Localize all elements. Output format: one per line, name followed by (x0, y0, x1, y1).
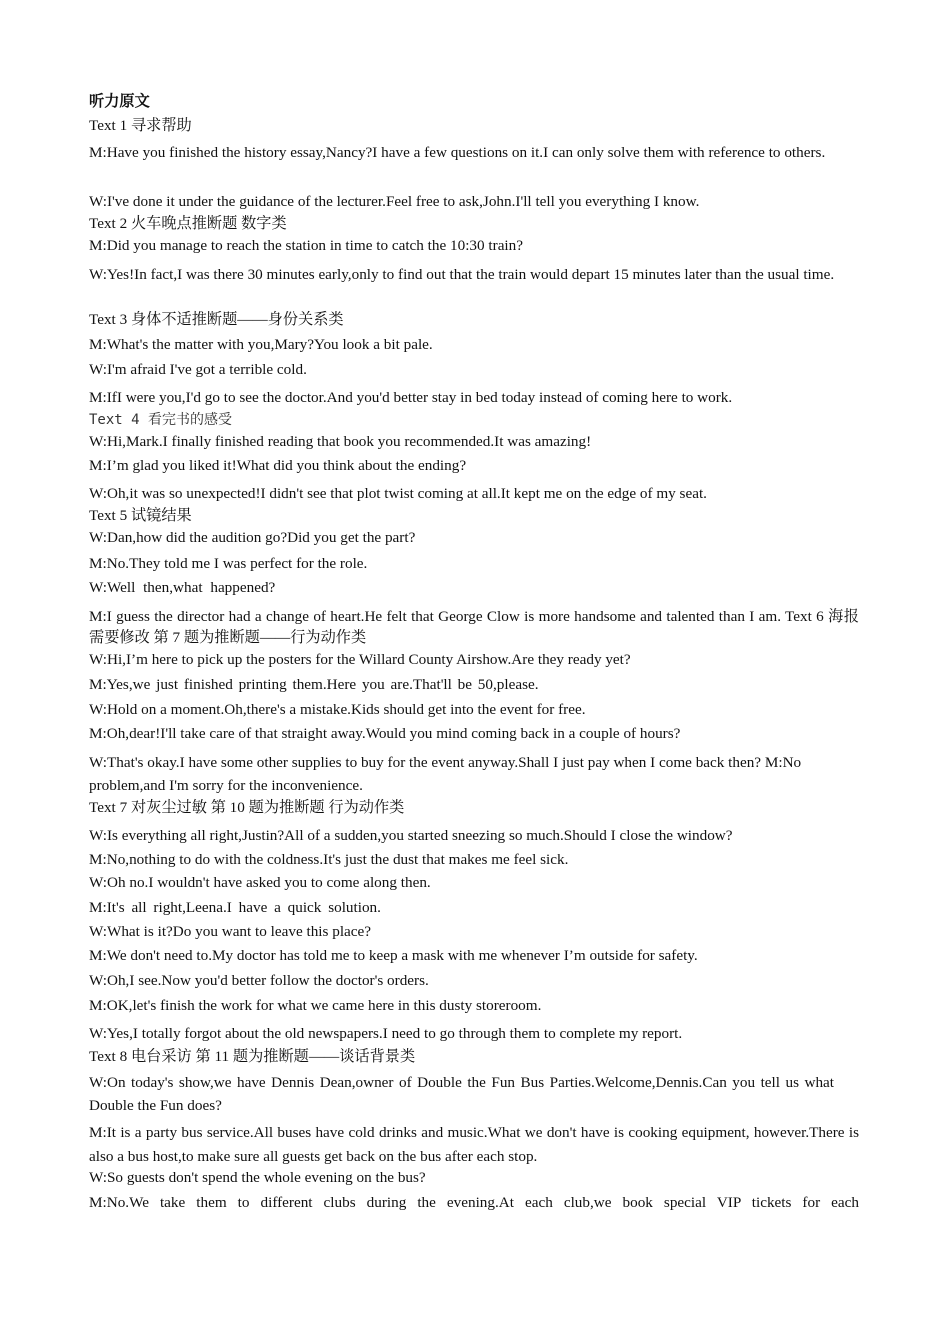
dialogue-line: M:Have you finished the history essay,Nancy?I have a few questions on it.I can only solve them with reference to others. (89, 144, 826, 161)
dialogue-line: W:Oh no.I wouldn't have asked you to come along then. (89, 874, 431, 891)
section-heading-text-5: Text 5 试镜结果 (89, 507, 192, 524)
dialogue-line: M:We don't need to.My doctor has told me to keep a mask with me whenever I’m outside for safety. (89, 947, 698, 964)
dialogue-line: M:IfI were you,I'd go to see the doctor.And you'd better stay in bed today instead of coming here to work. (89, 389, 733, 406)
section-heading-text-2: Text 2 火车晚点推断题 数字类 (89, 215, 287, 232)
dialogue-line: W:Oh,I see.Now you'd better follow the doctor's orders. (89, 972, 429, 989)
dialogue-line: M:Oh,dear!I'll take care of that straight away.Would you mind coming back in a couple of hours? (89, 725, 681, 742)
dialogue-line: W:Well then,what happened? (89, 579, 276, 596)
section-heading-text-4: Text 4 看完书的感受 (89, 412, 233, 428)
dialogue-line: W:Hi,Mark.I finally finished reading that book you recommended.It was amazing! (89, 433, 592, 450)
section-heading-text-8: Text 8 电台采访 第 11 题为推断题——谈话背景类 (89, 1048, 416, 1065)
dialogue-line: M:OK,let's finish the work for what we came here in this dusty storeroom. (89, 997, 542, 1014)
dialogue-line: W:Oh,it was so unexpected!I didn't see that plot twist coming at all.It kept me on the edge of my seat. (89, 485, 707, 502)
dialogue-line-with-text-6-heading: M:I guess the director had a change of heart.He felt that George Clow is more handsome and talented than I am. Text 6 海报需要修改 第 7 题为推断题——行为动作类 (89, 608, 859, 646)
dialogue-line: M:No.They told me I was perfect for the role. (89, 555, 368, 572)
dialogue-line: W:So guests don't spend the whole evening on the bus? (89, 1169, 426, 1186)
dialogue-line: W:Yes!In fact,I was there 30 minutes early,only to find out that the train would depart 15 minutes later than the usual time. (89, 266, 835, 283)
section-heading-text-1: Text 1 寻求帮助 (89, 117, 192, 134)
section-heading-text-7: Text 7 对灰尘过敏 第 10 题为推断题 行为动作类 (89, 799, 405, 816)
document-title: 听力原文 (89, 93, 150, 110)
dialogue-line: W:That's okay.I have some other supplies to buy for the event anyway.Shall I just pay when I come back then? M:No problem,and I'm sorry for the inconvenience. (89, 754, 802, 794)
dialogue-line: M:It's all right,Leena.I have a quick solution. (89, 899, 381, 916)
dialogue-line: M:What's the matter with you,Mary?You look a bit pale. (89, 336, 433, 353)
dialogue-line: M:I’m glad you liked it!What did you think about the ending? (89, 457, 467, 474)
dialogue-line: M:It is a party bus service.All buses have cold drinks and music.What we don't have is cooking equipment, however.There is also a bus host,to make sure all guests get back on the bus after each stop. (89, 1124, 859, 1165)
dialogue-line: W:I'm afraid I've got a terrible cold. (89, 361, 307, 378)
dialogue-line: W:What is it?Do you want to leave this place? (89, 923, 371, 940)
dialogue-line: W:Is everything all right,Justin?All of a sudden,you started sneezing so much.Should I close the window? (89, 827, 733, 844)
dialogue-line: W:Yes,I totally forgot about the old newspapers.I need to go through them to complete my report. (89, 1025, 683, 1042)
dialogue-line: M:No.We take them to different clubs during the evening.At each club,we book special VIP tickets for each (89, 1194, 859, 1211)
dialogue-line: M:Yes,we just finished printing them.Here you are.That'll be 50,please. (89, 676, 539, 693)
dialogue-line: W:Hold on a moment.Oh,there's a mistake.Kids should get into the event for free. (89, 701, 586, 718)
dialogue-line: M:Did you manage to reach the station in time to catch the 10:30 train? (89, 237, 523, 254)
dialogue-line: W:On today's show,we have Dennis Dean,owner of Double the Fun Bus Parties.Welcome,Dennis.Can you tell us what Double the Fun does? (89, 1074, 834, 1114)
dialogue-line: W:Dan,how did the audition go?Did you get the part? (89, 529, 416, 546)
section-heading-text-3: Text 3 身体不适推断题——身份关系类 (89, 311, 344, 328)
dialogue-line: W:Hi,I’m here to pick up the posters for the Willard County Airshow.Are they ready yet? (89, 651, 631, 668)
dialogue-line: W:I've done it under the guidance of the lecturer.Feel free to ask,John.I'll tell you everything I know. (89, 193, 700, 210)
dialogue-line: M:No,nothing to do with the coldness.It's just the dust that makes me feel sick. (89, 851, 569, 868)
